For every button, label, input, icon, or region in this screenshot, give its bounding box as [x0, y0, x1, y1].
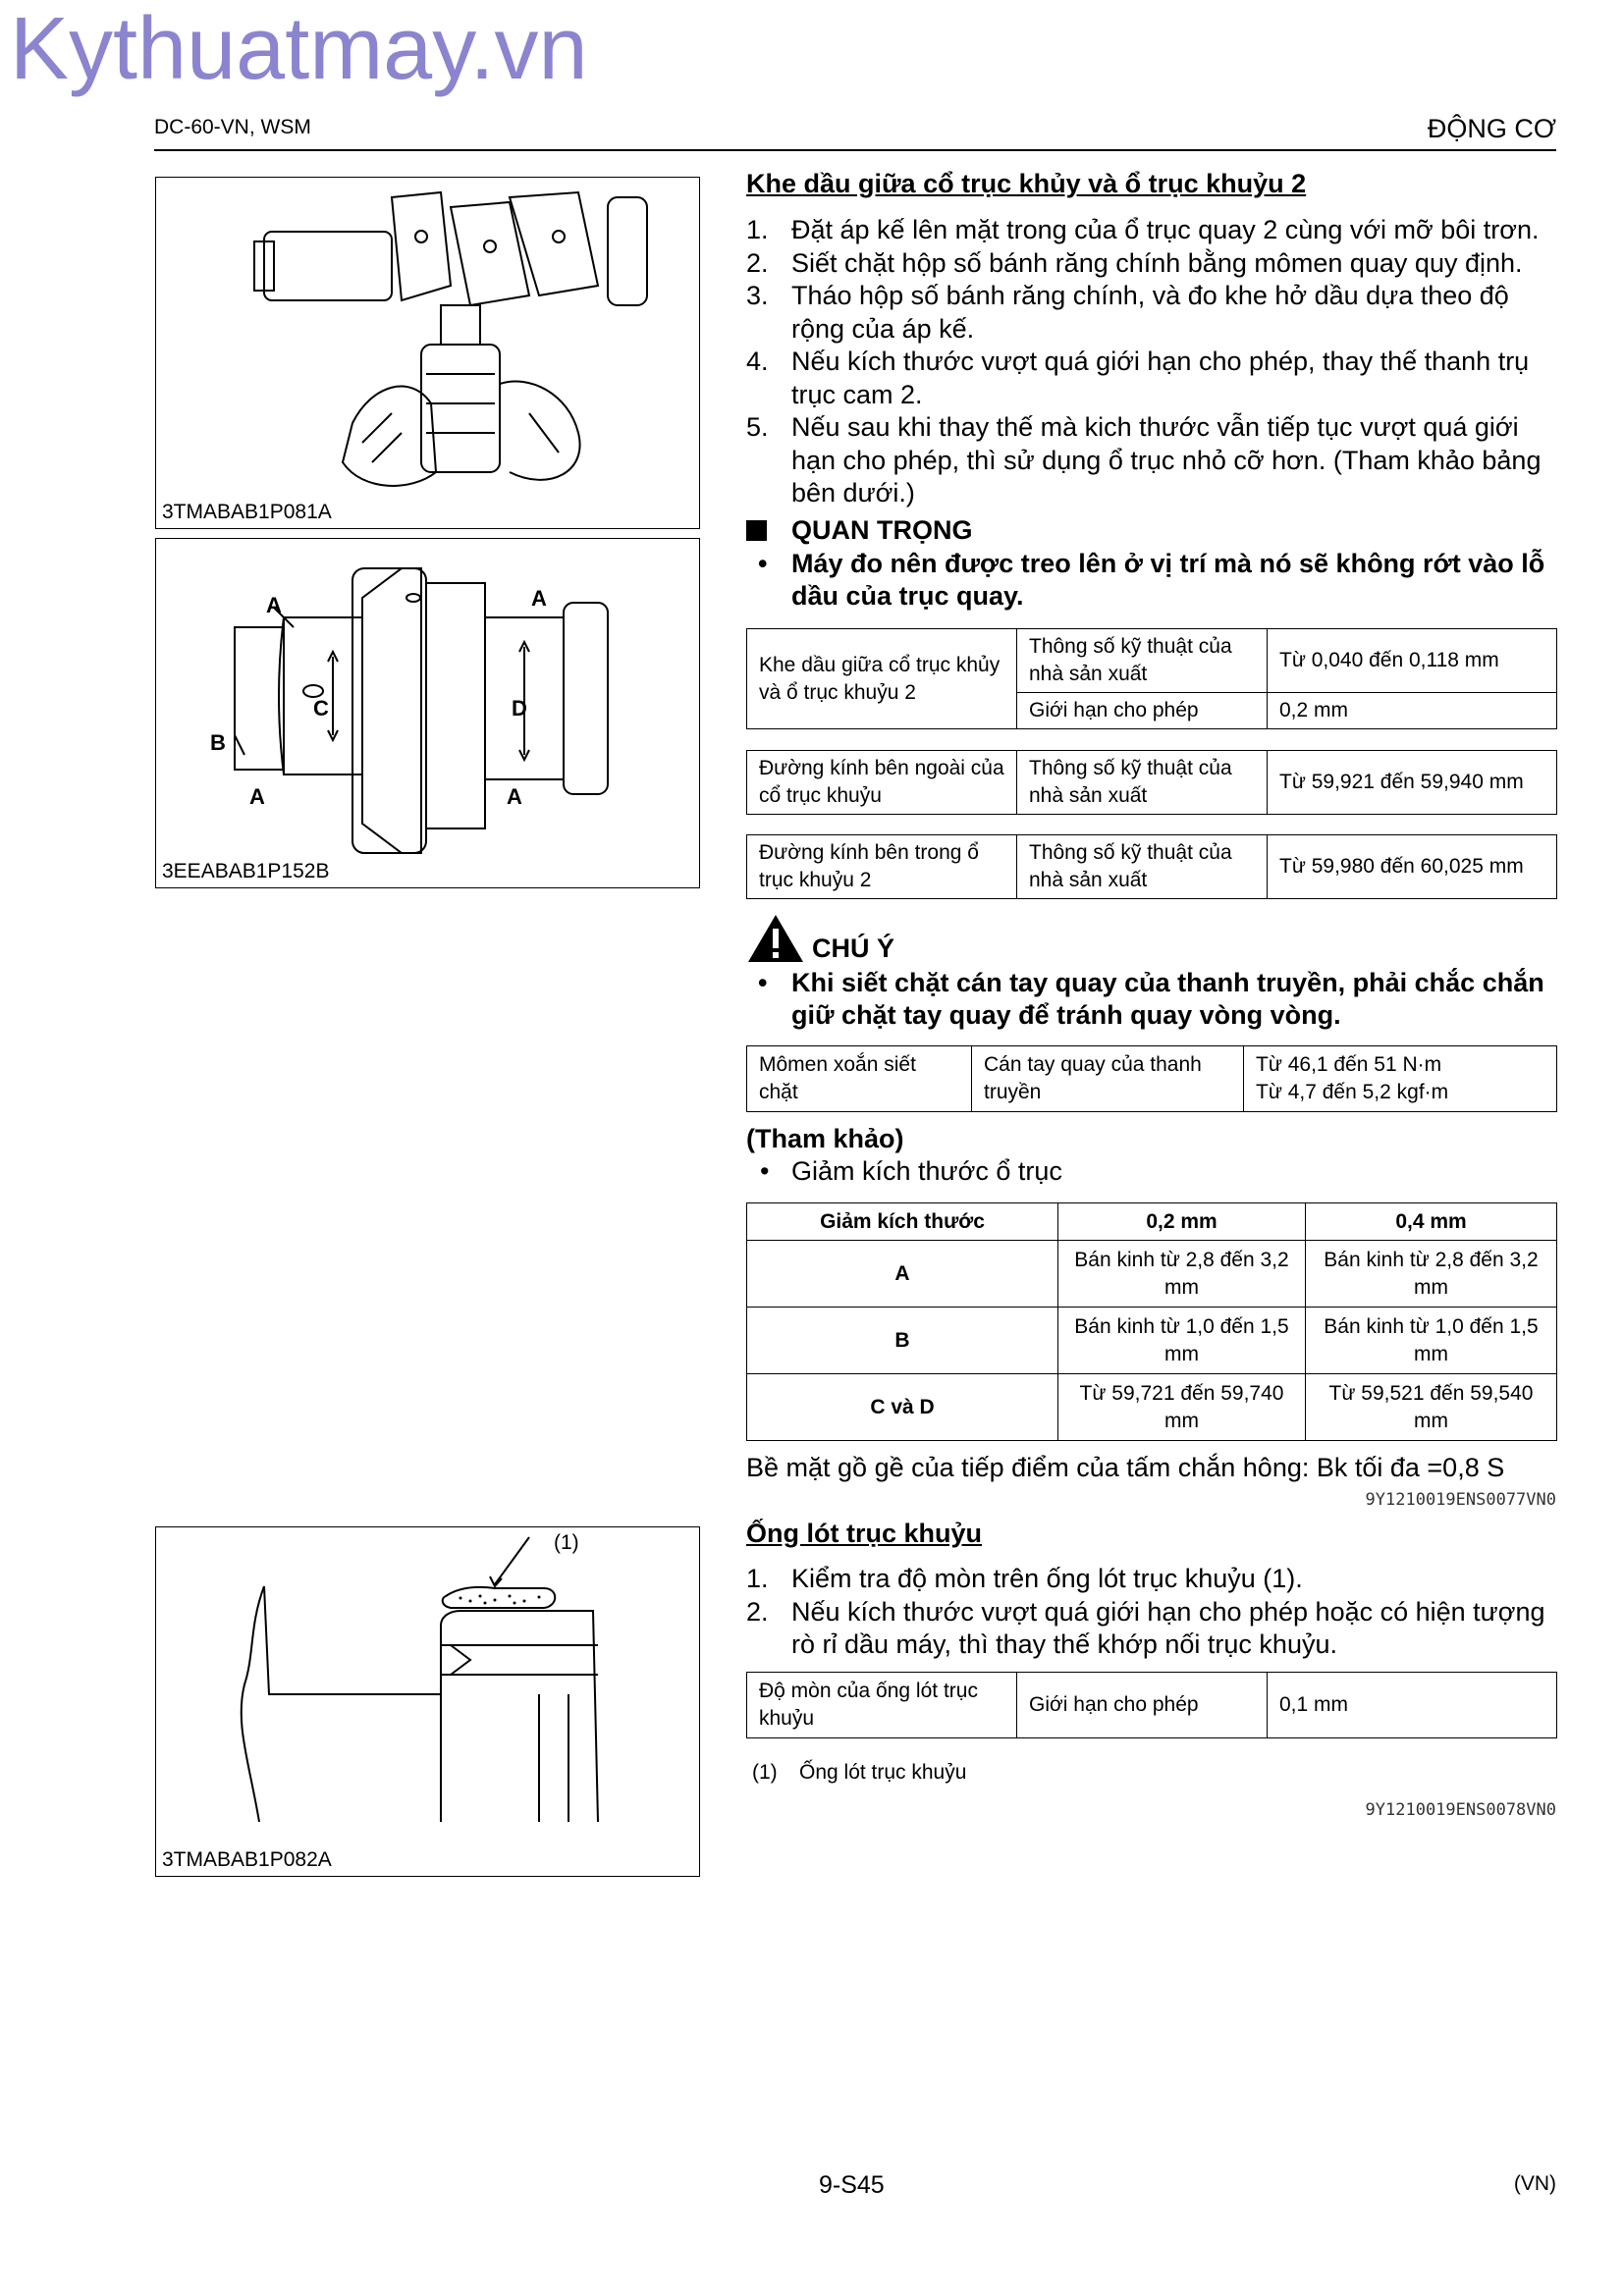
footnote-text: Ống lót trục khuỷu	[799, 1761, 967, 1784]
list-item: 2. Nếu kích thước vượt quá giới hạn cho phép hoặc có hiện tượng rò rỉ dầu máy, thì thay thế khớp nối trục khuỷu.	[746, 1596, 1545, 1659]
table-cell: Từ 59,521 đến 59,540 mm	[1306, 1374, 1557, 1441]
watermark-logo: Kythuatmay.vn	[10, 0, 588, 98]
table-cell-value: 0,1 mm	[1268, 1673, 1557, 1738]
callout-1: (1)	[554, 1531, 579, 1554]
table-header: 0,4 mm	[1306, 1203, 1557, 1241]
important-text: Máy đo nên được treo lên ở vị trí mà nó sẽ không rớt vào lỗ dầu của trục quay.	[791, 549, 1545, 611]
header-right: ĐỘNG CƠ	[1427, 114, 1556, 143]
list-item: 3. Tháo hộp số bánh răng chính, và đo khe hở dầu dựa theo độ rộng của áp kế.	[746, 281, 1509, 344]
table-header: Giảm kích thước	[747, 1203, 1058, 1241]
table-cell-spec-label: Thông số kỹ thuật của nhà sản xuất	[1017, 629, 1268, 693]
procedure-list	[746, 214, 1556, 510]
torque-value-kgfm: Từ 4,7 đến 5,2 kgf·m	[1256, 1081, 1449, 1103]
table-cell-spec-value: Từ 59,921 đến 59,940 mm	[1268, 751, 1557, 815]
table-cell-value	[1244, 1046, 1557, 1112]
table-row	[747, 1308, 1557, 1374]
torque-table	[746, 1045, 1557, 1112]
surface-note: Bề mặt gồ gề của tiếp điểm của tấm chắn hông: Bk tối đa =0,8 S	[746, 1453, 1505, 1482]
document-code: 9Y1210019ENS0077VN0	[1365, 1490, 1556, 1510]
table-cell: Bán kinh từ 1,0 đến 1,5 mm	[1058, 1308, 1306, 1374]
table-cell: A	[747, 1241, 1058, 1308]
crank-dimensions-diagram	[156, 539, 699, 863]
spec-table-bearing-id	[746, 834, 1557, 899]
label-a-bottom-right: A	[507, 784, 522, 809]
table-cell-spec-value: Từ 0,040 đến 0,118 mm	[1268, 629, 1557, 693]
bullet-icon: •	[758, 549, 768, 578]
undersize-table	[746, 1202, 1557, 1441]
torque-value-nm: Từ 46,1 đến 51 N·m	[1256, 1053, 1442, 1076]
list-item: 5. Nếu sau khi thay thế mà kich thước vẫn tiếp tục vượt quá giới hạn cho phép, thì sử dụng ổ trục nhỏ cỡ hơn. (Tham khảo bảng bên dưới.)	[746, 412, 1542, 507]
section-title: Khe dầu giữa cổ trục khủy và ổ trục khuỷu 2	[746, 169, 1307, 198]
label-a-top-right: A	[531, 586, 547, 611]
table-cell-part: Cán tay quay của thanh truyền	[972, 1046, 1244, 1112]
header-rule	[154, 149, 1556, 151]
language-tag: (VN)	[1513, 2172, 1556, 2195]
spec-table-journal-od	[746, 750, 1557, 815]
figure-crank-dimensions	[155, 538, 700, 888]
label-d: D	[512, 696, 527, 721]
table-cell: Từ 59,721 đến 59,740 mm	[1058, 1374, 1306, 1441]
table-cell-item: Đường kính bên ngoài của cổ trục khuỷu	[747, 751, 1017, 815]
table-cell: Bán kinh từ 2,8 đến 3,2 mm	[1306, 1241, 1557, 1308]
crankshaft-gauge-illustration	[156, 178, 699, 502]
procedure-list	[746, 1563, 1556, 1662]
bullet-icon: •	[758, 968, 768, 997]
figure-caption: 3TMABAB1P082A	[162, 1848, 332, 1871]
table-cell: Bán kinh từ 2,8 đến 3,2 mm	[1058, 1241, 1306, 1308]
crankshaft-bushing-diagram	[156, 1527, 699, 1851]
label-a-bottom-left: A	[249, 784, 265, 809]
table-cell-spec-label: Thông số kỹ thuật của nhà sản xuất	[1017, 751, 1268, 815]
list-item: 2. Siết chặt hộp số bánh răng chính bằng mômen quay quy định.	[746, 247, 1523, 278]
table-cell-spec-label: Thông số kỹ thuật của nhà sản xuất	[1017, 835, 1268, 899]
table-cell-item: Đường kính bên trong ổ trục khuỷu 2	[747, 835, 1017, 899]
figure-crankshaft-gauge	[155, 177, 700, 529]
label-b: B	[210, 730, 226, 755]
table-cell: B	[747, 1308, 1058, 1374]
caution-text: Khi siết chặt cán tay quay của thanh truyền, phải chắc chắn giữ chặt tay quay để tránh quay vòng vòng.	[791, 968, 1544, 1030]
table-cell-spec-value: Từ 59,980 đến 60,025 mm	[1268, 835, 1557, 899]
page-number: 9-S45	[819, 2171, 885, 2199]
important-square-icon	[746, 520, 767, 541]
table-cell-label: Mômen xoắn siết chặt	[747, 1046, 972, 1112]
table-cell-item: Khe dầu giữa cổ trục khủy và ổ trục khuỷu 2	[747, 629, 1017, 729]
table-cell: Bán kinh từ 1,0 đến 1,5 mm	[1306, 1308, 1557, 1374]
reference-bullet: Giảm kích thước ổ trục	[791, 1156, 1062, 1186]
table-cell-item: Độ mòn của ống lót trục khuỷu	[747, 1673, 1017, 1738]
footnote-number: (1)	[752, 1761, 778, 1784]
spec-table-oil-clearance	[746, 628, 1557, 729]
list-item: 1. Đặt áp kế lên mặt trong của ổ trục quay 2 cùng với mỡ bôi trơn.	[746, 215, 1540, 244]
figure-caption: 3EEABAB1P152B	[162, 860, 330, 882]
caution-label: CHÚ Ý	[812, 934, 895, 963]
list-item: 1. Kiểm tra độ mòn trên ống lót trục khuỷu (1).	[746, 1564, 1303, 1593]
document-code: 9Y1210019ENS0078VN0	[1365, 1800, 1556, 1820]
bullet-icon: •	[760, 1156, 770, 1186]
table-row	[747, 1374, 1557, 1441]
list-item: 4. Nếu kích thước vượt quá giới hạn cho phép, thay thế thanh trụ trục cam 2.	[746, 347, 1530, 409]
table-cell-limit-label: Giới hạn cho phép	[1017, 693, 1268, 729]
reference-title: (Tham khảo)	[746, 1124, 904, 1153]
figure-crankshaft-bushing	[155, 1526, 700, 1877]
important-label: QUAN TRỌNG	[791, 515, 973, 545]
header-left: DC-60-VN, WSM	[154, 116, 311, 138]
table-cell-label: Giới hạn cho phép	[1017, 1673, 1268, 1738]
figure-caption: 3TMABAB1P081A	[162, 501, 332, 523]
table-header: 0,2 mm	[1058, 1203, 1306, 1241]
label-c: C	[313, 696, 329, 721]
spec-table-bushing-wear	[746, 1672, 1557, 1738]
section-title: Ống lót trục khuỷu	[746, 1519, 982, 1548]
caution-warning-icon	[746, 913, 805, 964]
table-row	[747, 1241, 1557, 1308]
table-cell-limit-value: 0,2 mm	[1268, 693, 1557, 729]
table-cell: C và D	[747, 1374, 1058, 1441]
label-a-top-left: A	[266, 593, 282, 617]
